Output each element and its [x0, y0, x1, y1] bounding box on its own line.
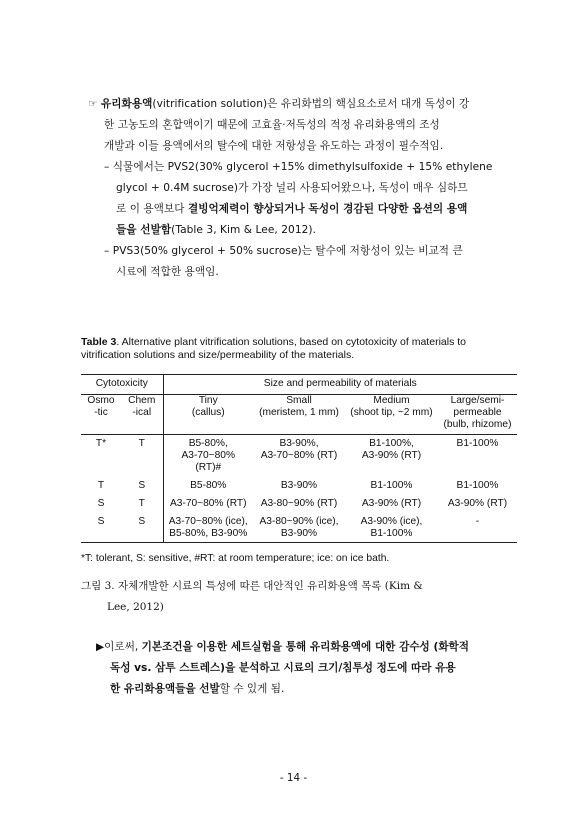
bullet-line — [104, 199, 504, 220]
conclusion-line-2 — [96, 658, 516, 679]
subheader-osmotic: Osmo -tic — [81, 395, 121, 435]
table-cell: B1-100% — [370, 480, 413, 491]
table-cell: A3-80~90% (ice), B3-90% — [259, 516, 339, 539]
intro-line-1-text: (vitrification solution)은 유리화법의 핵심요소로서 대개 독성이 강 — [152, 98, 470, 110]
intro-line-1 — [88, 94, 508, 115]
table-row — [81, 510, 517, 543]
table-row — [81, 435, 517, 475]
subheader-chemical: Chem -ical — [121, 395, 163, 435]
table-body — [81, 435, 517, 543]
page-number: - 14 - — [279, 772, 308, 784]
bullet-text: 식물에서는 PVS2(30% glycerol +15% dimethylsulfoxide + 15% ethylene — [112, 161, 493, 173]
table-cell: B5-80%, A3-70~80% (RT)# — [163, 435, 253, 475]
figure-caption-line-1: 그림 3. 자체개발한 시료의 특성에 따른 대안적인 유리화용액 목록 (Kim & — [81, 580, 423, 592]
bullet-text: 로 이 용액보다 — [116, 203, 188, 215]
conclusion-paragraph — [96, 637, 516, 700]
bullet-pvs2 — [104, 157, 504, 241]
conclusion-text: 할 수 있게 됨. — [219, 683, 285, 695]
table-cell: B1-100% — [456, 438, 499, 449]
bullet-text: (Table 3, Kim & Lee, 2012). — [171, 224, 317, 236]
subheader-large: Large/semi- permeable (bulb, rhizome) — [438, 395, 517, 435]
bullet-line — [104, 241, 504, 262]
table-cell: A3-70~80% (RT) — [163, 492, 253, 510]
bullet-bold-text: 들을 선발함 — [116, 224, 172, 236]
table-header-group-row — [81, 375, 517, 395]
table-cell: - — [475, 516, 480, 527]
table-cell: S — [97, 498, 105, 509]
conclusion-line-1 — [96, 637, 516, 658]
conclusion-bold-text: 독성 vs. 삼투 스트레스)을 분석하고 시료의 크기/침투성 정도에 따라 유용 — [110, 662, 456, 674]
pointing-hand-icon: ☞ — [88, 98, 98, 110]
table-cell: A3-90% (RT) — [447, 498, 508, 509]
table-subheader-row — [81, 395, 517, 435]
table-cell: T — [138, 498, 145, 509]
table-footnote: *T: tolerant, S: sensitive, #RT: at room temperature; ice: on ice bath. — [81, 553, 390, 564]
intro-paragraph — [88, 94, 508, 157]
vitrification-table — [81, 374, 517, 543]
triangle-bullet-icon: ▶ — [96, 641, 105, 653]
bullet-pvs3 — [104, 241, 504, 283]
bullet-line: glycol + 0.4M sucrose)가 가장 널리 사용되어왔으나, 독성이 매우 심하므 — [116, 182, 468, 194]
table-cell: B5-80% — [163, 474, 253, 492]
table-cell: S — [138, 480, 146, 491]
table-row — [81, 474, 517, 492]
table-cell: B1-100% — [456, 480, 499, 491]
table-cell: T — [97, 480, 105, 491]
table-cell: A3-70~80% (ice), B5-80%, B3-90% — [163, 510, 253, 543]
dash-bullet: – — [104, 161, 110, 173]
subheader-tiny: Tiny (callus) — [163, 395, 253, 435]
table-cell: B3-90% — [280, 480, 318, 491]
conclusion-bold-text: 기본조건을 이용한 세트실험을 통해 유리화용액에 대한 감수성 (화학적 — [141, 641, 470, 653]
table-caption-label: Table 3 — [81, 336, 117, 348]
figure-caption — [81, 576, 511, 618]
conclusion-bold-text: 한 유리화용액들을 선발 — [110, 683, 220, 695]
table-cell: S — [138, 516, 146, 527]
header-size-permeability: Size and permeability of materials — [163, 375, 517, 395]
header-cytotoxicity: Cytotoxicity — [81, 375, 163, 395]
table-cell: B3-90%, A3-70~80% (RT) — [260, 438, 338, 461]
table-cell: B1-100%, A3-90% (RT) — [361, 438, 422, 461]
table-row — [81, 492, 517, 510]
table-cell: T* — [95, 438, 107, 449]
bullet-text: PVS3(50% glycerol + 50% sucrose)는 탈수에 저항성이 있는 비교적 큰 — [112, 245, 463, 257]
table-caption-text: . Alternative plant vitrification solutions, based on cytotoxicity of materials to vitrification solutions and size/permeability of the materials. — [81, 336, 466, 361]
intro-line-2: 한 고농도의 혼합액이기 때문에 고효율·저독성의 적정 유리화용액의 조성 — [104, 119, 440, 131]
bullet-bold-text: 결빙억제력이 향상되거나 독성이 경감된 다양한 옵션의 용액 — [187, 203, 468, 215]
table-cell: A3-90% (ice), B1-100% — [360, 516, 423, 539]
intro-term: 유리화용액 — [100, 98, 153, 110]
conclusion-line-3 — [96, 679, 516, 700]
subheader-small: Small (meristem, 1 mm) — [253, 395, 345, 435]
table-cell: A3-90% (RT) — [361, 498, 422, 509]
figure-caption-line-2: Lee, 2012) — [107, 601, 164, 613]
dash-bullet: – — [104, 245, 110, 257]
table-cell: S — [97, 516, 105, 527]
intro-line-3: 개발과 이들 용액에서의 탈수에 대한 저항성을 유도하는 과정이 필수적임. — [104, 140, 444, 152]
table-cell: A3-80~90% (RT) — [260, 498, 338, 509]
table-cell: T — [138, 438, 145, 449]
subheader-medium: Medium (shoot tip, ~2 mm) — [345, 395, 438, 435]
bullet-line — [104, 220, 504, 241]
bullet-line: 시료에 적합한 용액임. — [116, 266, 219, 278]
bullet-line — [104, 157, 504, 178]
conclusion-text: 이로써, — [104, 641, 142, 653]
table-caption — [81, 336, 509, 361]
